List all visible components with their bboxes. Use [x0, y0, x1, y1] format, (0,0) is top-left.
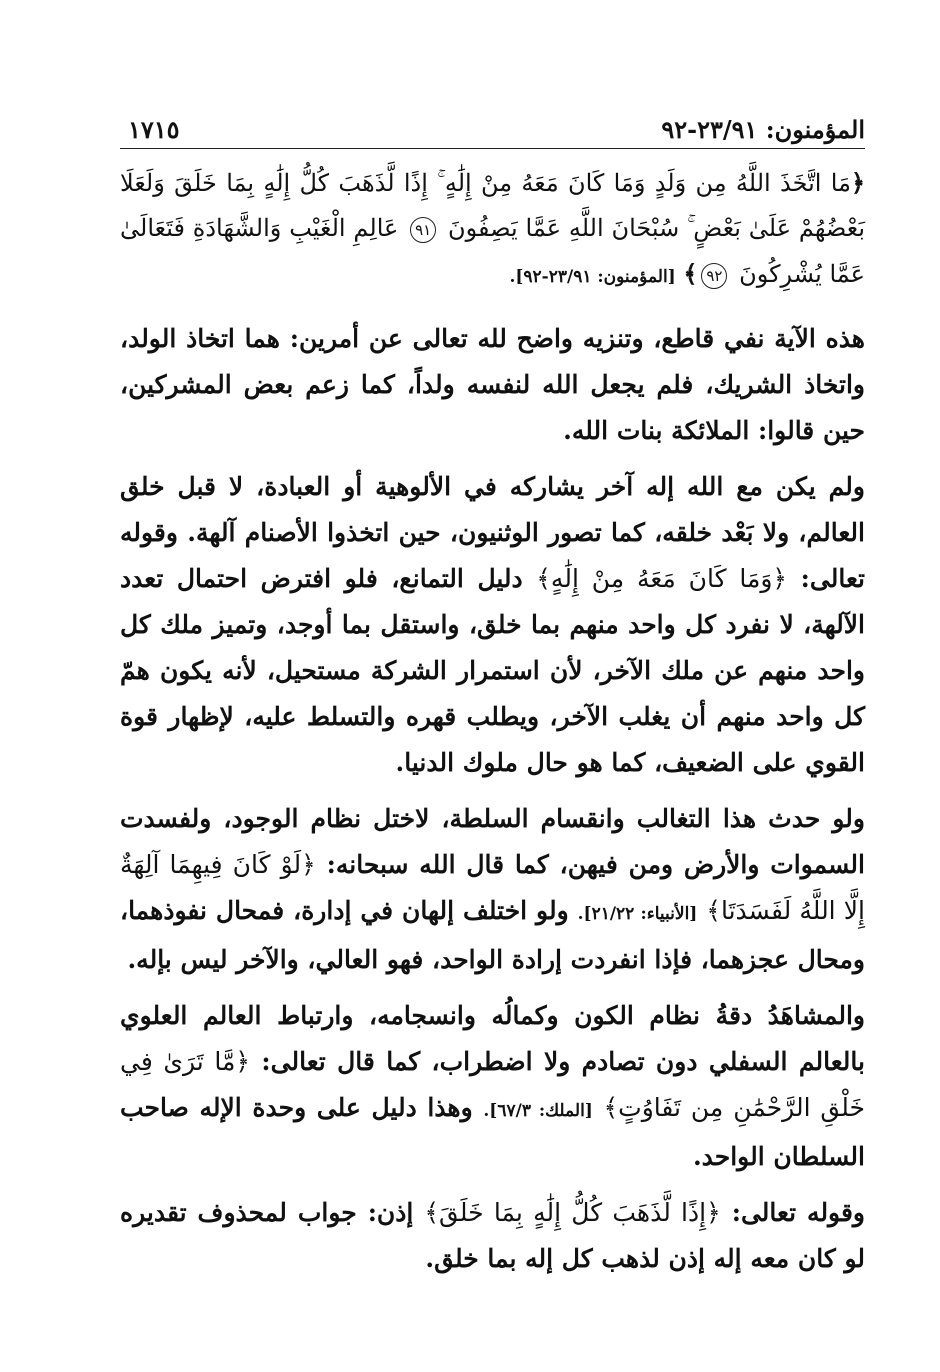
paragraph-3-reference: [الأنبياء: ٢١/٢٢].	[577, 904, 698, 924]
quote-open-bracket: ﴿	[850, 168, 865, 197]
paragraph-2	[120, 464, 865, 786]
paragraph-3-quote-open: ﴿	[301, 850, 316, 879]
paragraph-4-text-a: والمشاهَدُ دقةُ نظام الكون وكمالُه وانسجامه، وارتباط العالم العلوي بالعالم السفلي دون تصادم ولا اضطراب، كما قال تعالى:	[120, 1001, 865, 1076]
paragraph-3-quote-close: ﴾	[706, 896, 721, 925]
quote-reference: [المؤمنون: ٢٣/٩١-٩٢].	[509, 267, 676, 287]
paragraph-5-quote: إِذًا لَّذَهَبَ كُلُّ إِلَٰهٍ بِمَا خَلَقَ	[439, 1198, 707, 1227]
running-title: المؤمنون: ٢٣/٩١-٩٢	[661, 115, 865, 144]
paragraph-2-quote: وَمَا كَانَ مَعَهُ مِنْ إِلَٰهٍ	[550, 564, 773, 593]
paragraph-2-text-a: ولم يكن مع الله إله آخر يشاركه في الألوهية أو العبادة، لا قبل خلق العالم، ولا بَعْد خلقه، كما تصور الوثنيون، حين اتخذوا الأصنام آلهة. وقوله تعالى:	[120, 472, 865, 593]
paragraph-4-quote-open: ﴿	[235, 1047, 251, 1076]
quran-quote-block	[120, 160, 865, 300]
paragraph-2-quote-open: ﴿	[772, 564, 788, 593]
paragraph-4	[120, 993, 865, 1180]
paragraph-2-quote-close: ﴾	[536, 564, 551, 593]
paragraph-4-quote-close: ﴾	[603, 1093, 619, 1122]
paragraph-1	[120, 316, 865, 454]
paragraph-5-text-b: إذن: جواب لمحذوف تقديره لو كان معه إله إذن لذهب كل إله بما خلق.	[120, 1198, 865, 1273]
paragraph-4-reference: [الملك: ٦٧/٣].	[483, 1101, 593, 1121]
page-body	[120, 160, 865, 1292]
paragraph-3	[120, 796, 865, 983]
paragraph-3-quote: لَوْ كَانَ فِيهِمَا آلِهَةٌ إِلَّا اللَّهُ لَفَسَدَتَا	[120, 850, 865, 925]
paragraph-4-quote: مَّا تَرَىٰ فِي خَلْقِ الرَّحْمَٰنِ مِن تَفَاوُتٍ	[120, 1047, 866, 1122]
page-header	[120, 110, 865, 150]
paragraph-1-text: هذه الآية نفي قاطع، وتنزيه واضح لله تعالى عن أمرين: هما اتخاذ الولد، واتخاذ الشريك، فلم يجعل الله لنفسه ولداً، كما زعم بعض المشركين، حين قالوا: الملائكة بنات الله.	[120, 324, 865, 445]
quote-text-part-1: مَا اتَّخَذَ اللَّهُ مِن وَلَدٍ وَمَا كَانَ مَعَهُ مِنْ إِلَٰهٍ ۚ إِذًا لَّذَهَبَ كُلُّ إِلَٰهٍ بِمَا خَلَقَ وَلَعَلَا بَعْضُهُمْ عَلَىٰ بَعْضٍ ۚ سُبْحَانَ اللَّهِ عَمَّا يَصِفُونَ	[120, 169, 865, 242]
paragraph-5-quote-open: ﴿	[706, 1198, 721, 1227]
header-divider	[120, 148, 865, 149]
verse-number-92: ٩٢	[701, 263, 727, 289]
quote-close-bracket: ﴾	[683, 259, 698, 288]
paragraph-3-text-a: ولو حدث هذا التغالب وانقسام السلطة، لاختل نظام الوجود، ولفسدت السموات والأرض ومن فيهن، كما قال الله سبحانه:	[120, 804, 865, 879]
paragraph-5-quote-close: ﴾	[424, 1198, 440, 1227]
verse-number-91: ٩١	[410, 217, 436, 243]
quote-text-part-2: عَالِمِ الْغَيْبِ وَالشَّهَادَةِ فَتَعَالَىٰ عَمَّا يُشْرِكُونَ	[120, 214, 865, 288]
paragraph-2-text-b: دليل التمانع، فلو افترض احتمال تعدد الآلهة، لا نفرد كل واحد منهم بما خلق، واستقل بما أوجد، وتميز ملك كل واحد منهم عن ملك الآخر، لأن استمرار الشركة مستحيل، لأنه يكون همّ كل واحد منهم أن يغلب الآخر، ويطلب قهره والتسلط عليه، لإظهار قوة القوي على الضعيف، كما هو حال ملوك الدنيا.	[120, 564, 865, 777]
paragraph-5	[120, 1190, 865, 1282]
page-number: ١٧١٥	[128, 115, 180, 144]
paragraph-3-text-b: ولو اختلف إلهان في إدارة، فمحال نفوذهما، ومحال عجزهما، فإذا انفردت إرادة الواحد، فهو العالي، والآخر ليس بإله.	[120, 896, 865, 974]
paragraph-4-text-b: وهذا دليل على وحدة الإله صاحب السلطان الواحد.	[120, 1093, 865, 1171]
paragraph-5-text-a: وقوله تعالى:	[731, 1198, 865, 1227]
